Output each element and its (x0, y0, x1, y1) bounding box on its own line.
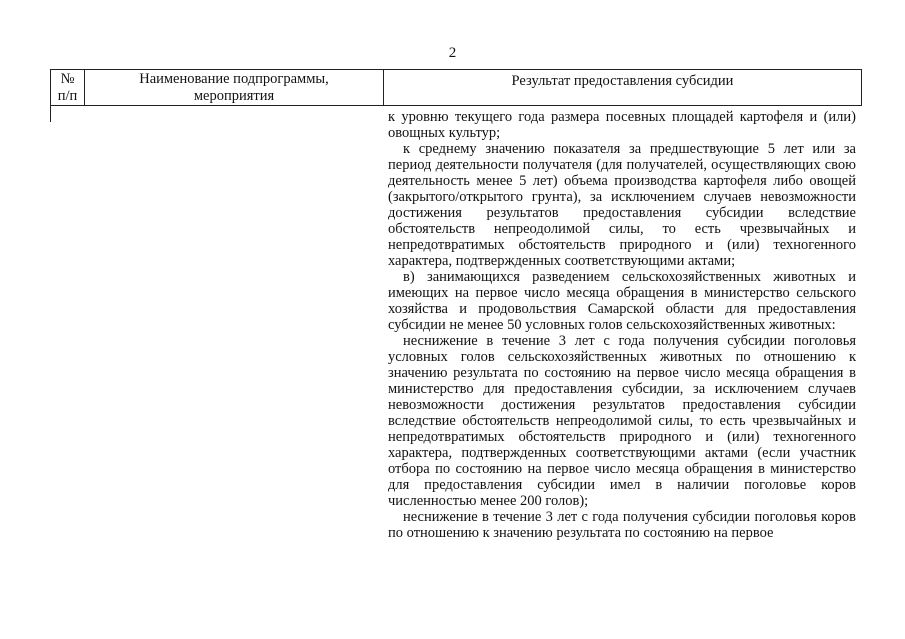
header-result-label: Результат предоставления субсидии (511, 73, 734, 89)
paragraph: в) занимающихся разведением сельскохозяйственных животных и имеющих на первое число месяца обращения в министерство сельского хозяйства и продовольствия Самарской области для предоставления субсидии не менее 50 условных голов сельскохозяйственных животных: (388, 269, 856, 333)
header-name-line2: мероприятия (193, 88, 275, 104)
paragraph: неснижение в течение 3 лет с года получения субсидии поголовья коров по отношению к значению результата по состоянию на первое (388, 509, 856, 541)
table-left-border (50, 106, 51, 122)
header-number-column (51, 70, 85, 105)
paragraph: неснижение в течение 3 лет с года получения субсидии поголовья условных голов сельскохозяйственных животных по отношению к значению результата по состоянию на первое число месяца обращения в министерство для предоставления субсидии, за исключением случаев невозможности достижения результатов предоставления субсидии вследствие обстоятельств непреодолимой силы, то есть чрезвычайных и непредотвратимых обстоятельств природного и (или) техногенного характера, подтвержденных соответствующими актами (если участник отбора по состоянию на первое число месяца обращения в министерство для предоставления субсидии имел в наличии поголовье коров численностью менее 200 голов); (388, 333, 856, 509)
header-number-line2: п/п (57, 88, 78, 104)
paragraph: к уровню текущего года размера посевных площадей картофеля и (или) овощных культур; (388, 109, 856, 141)
header-number-line1: № (60, 71, 75, 87)
result-text-block (388, 109, 856, 541)
header-result-column (384, 70, 861, 105)
paragraph: к среднему значению показателя за предшествующие 5 лет или за период деятельности получателя (для получателей, осуществляющих свою деятельность менее 5 лет) объема производства картофеля либо овощей (закрытого/открытого грунта), за исключением случаев невозможности достижения результатов предоставления субсидии вследствие обстоятельств непреодолимой силы, то есть чрезвычайных и непредотвратимых обстоятельств природного и (или) техногенного характера, подтвержденных соответствующими актами; (388, 141, 856, 269)
header-name-column (85, 70, 384, 105)
page-number: 2 (448, 45, 457, 61)
table-header (50, 69, 862, 106)
header-name-line1: Наименование подпрограммы, (139, 71, 329, 87)
